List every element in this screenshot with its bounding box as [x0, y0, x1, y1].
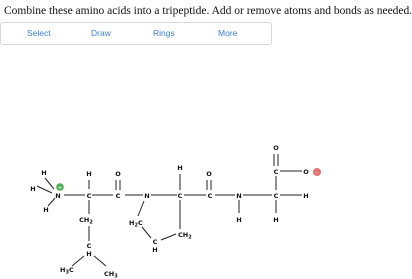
atom-c[interactable]: C — [207, 192, 213, 200]
atom-c[interactable]: C — [115, 192, 121, 200]
atom-h3c[interactable]: $H_3C$ — [60, 266, 74, 276]
atom-ch3[interactable]: $CH_3$ — [104, 270, 118, 279]
rings-tool-button[interactable]: Rings — [153, 28, 175, 38]
atom-labels — [30, 144, 309, 279]
atom-n[interactable]: N — [236, 192, 242, 200]
positive-charge-sign: + — [57, 184, 63, 192]
atom-c[interactable]: C — [273, 168, 279, 176]
bond-ch-ch3 — [72, 256, 84, 266]
draw-tool-button[interactable]: Draw — [91, 28, 111, 38]
select-tool-button[interactable]: Select — [27, 28, 51, 38]
atom-h[interactable]: H — [43, 206, 49, 214]
atom-o[interactable]: O — [303, 168, 309, 176]
atom-c[interactable]: C — [152, 238, 158, 246]
atom-h[interactable]: H — [86, 250, 92, 258]
bond-h-n — [45, 178, 54, 189]
atom-c[interactable]: C — [273, 192, 279, 200]
bond-h-n — [48, 198, 55, 206]
atom-c[interactable]: C — [86, 192, 92, 200]
atom-n[interactable]: N — [55, 192, 61, 200]
bond-ch-ch3 — [94, 256, 106, 266]
atom-h[interactable]: H — [236, 216, 242, 224]
atom-ch2[interactable]: $CH_2$ — [79, 216, 93, 226]
atom-h[interactable]: H — [152, 246, 158, 254]
bond-ch-ch2 — [161, 234, 176, 240]
atom-o[interactable]: O — [115, 170, 121, 178]
atom-c[interactable]: C — [177, 192, 183, 200]
atom-h[interactable]: H — [86, 170, 92, 178]
atom-ch2[interactable]: $CH_2$ — [178, 231, 192, 241]
negative-charge-sign: - — [315, 169, 319, 177]
bond-n-ch2 — [138, 201, 144, 216]
atom-c[interactable]: C — [86, 242, 92, 250]
atom-o[interactable]: O — [273, 144, 279, 152]
bond-h-n — [37, 186, 52, 193]
bonds — [37, 154, 302, 266]
instructions-text: Combine these amino acids into a tripeptide. Add or remove atoms and bonds as needed. — [4, 5, 412, 17]
atom-n[interactable]: N — [144, 192, 150, 200]
atom-h2c[interactable]: $H_2C$ — [129, 219, 143, 229]
atom-h[interactable]: H — [30, 185, 36, 193]
atom-h[interactable]: H — [273, 216, 279, 224]
atom-h[interactable]: H — [303, 192, 309, 200]
bond-ch2-ch — [142, 227, 151, 238]
atom-h[interactable]: H — [41, 169, 47, 177]
atom-h[interactable]: H — [177, 164, 183, 172]
more-tool-button[interactable]: More — [218, 28, 238, 38]
atom-o[interactable]: O — [206, 170, 212, 178]
